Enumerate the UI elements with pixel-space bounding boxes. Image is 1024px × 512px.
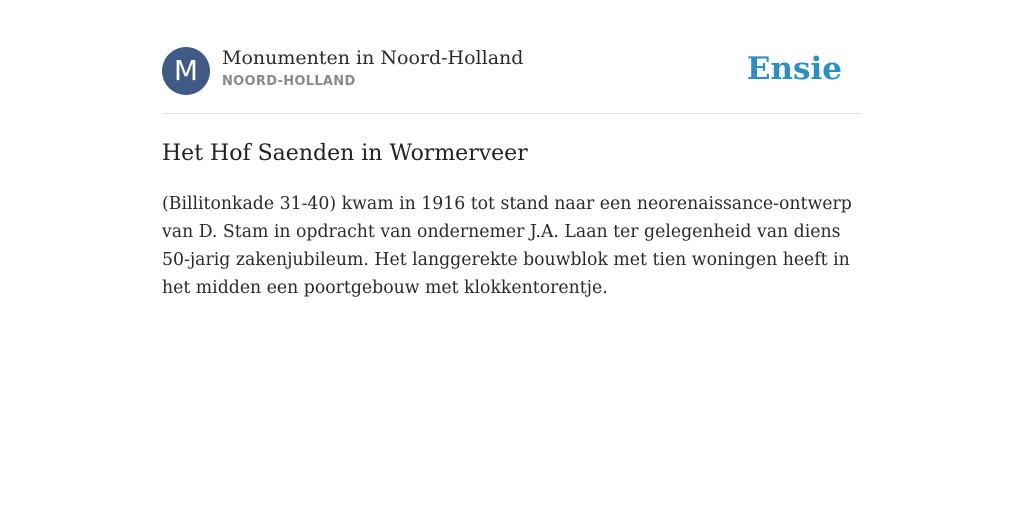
source-title-link[interactable]: Monumenten in Noord-Holland bbox=[222, 47, 524, 69]
source-subtitle: NOORD-HOLLAND bbox=[222, 74, 356, 89]
ensie-logo[interactable]: Ensie bbox=[746, 51, 842, 87]
article-title: Het Hof Saenden in Wormerveer bbox=[162, 141, 528, 166]
article-body: (Billitonkade 31-40) kwam in 1916 tot stand naar een neorenaissance-ontwerp van D. Stam in opdracht van ondernemer J.A. Laan ter gelegenheid van diens 50-jarig zakenjubileum. Het langgerekte bouwblok met tien woningen heeft in het midden een poortgebouw met klokkentorentje. bbox=[162, 194, 852, 298]
article-card bbox=[162, 46, 862, 302]
card-header bbox=[162, 46, 862, 114]
avatar[interactable]: M bbox=[162, 47, 210, 95]
